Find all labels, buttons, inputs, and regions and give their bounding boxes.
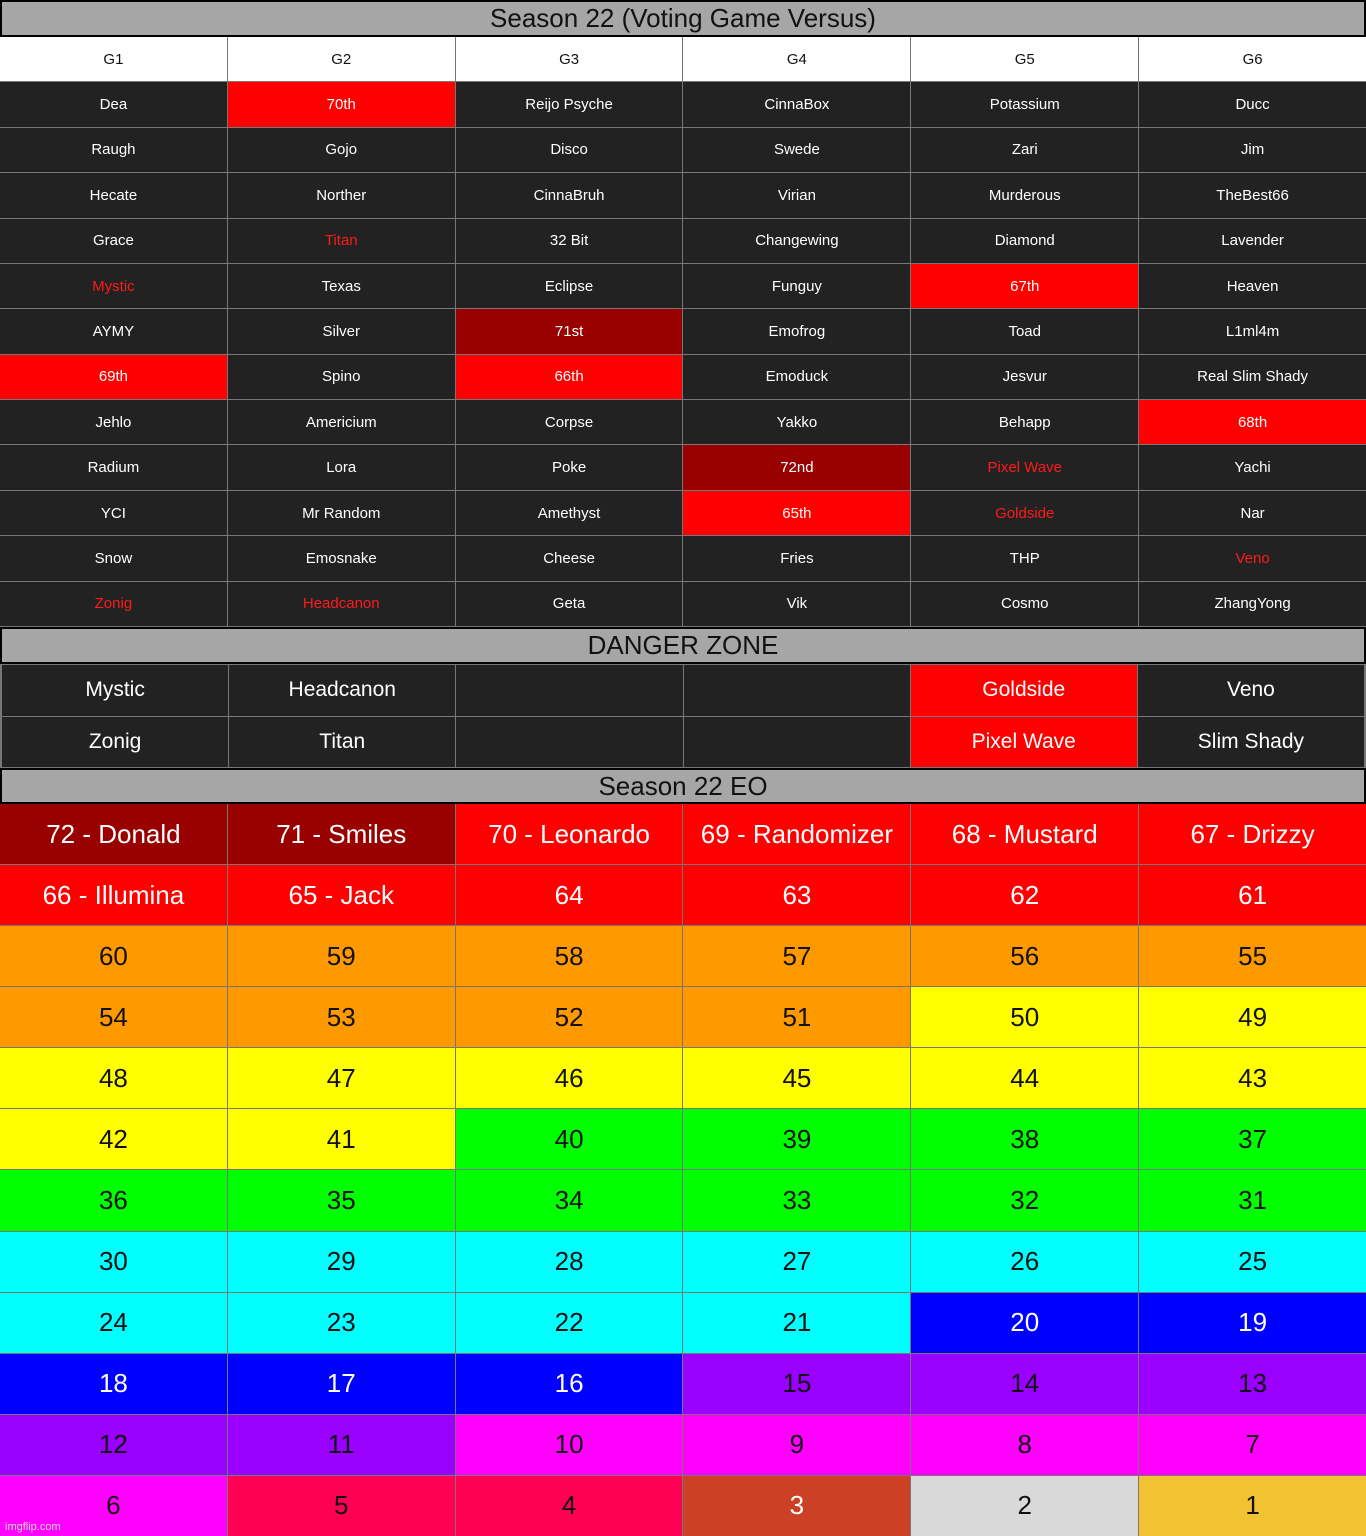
eo-cell: 36 bbox=[0, 1170, 227, 1230]
contestant-cell: 72nd bbox=[683, 445, 910, 489]
contestant-cell: Murderous bbox=[911, 173, 1138, 217]
contestant-cell: Reijo Psyche bbox=[456, 82, 683, 126]
eo-cell: 9 bbox=[683, 1415, 910, 1475]
contestant-cell: Heaven bbox=[1139, 264, 1366, 308]
eo-cell: 62 bbox=[911, 865, 1138, 925]
danger-cell: Pixel Wave bbox=[911, 717, 1137, 768]
contestant-cell: Snow bbox=[0, 536, 227, 580]
contestant-cell: Changewing bbox=[683, 219, 910, 263]
contestant-cell: 32 Bit bbox=[456, 219, 683, 263]
eo-cell: 69 - Randomizer bbox=[683, 804, 910, 864]
contestant-cell: Geta bbox=[456, 582, 683, 626]
eo-cell: 39 bbox=[683, 1109, 910, 1169]
eo-cell: 70 - Leonardo bbox=[456, 804, 683, 864]
eo-cell: 19 bbox=[1139, 1293, 1366, 1353]
contestant-cell: Goldside bbox=[911, 491, 1138, 535]
eo-cell: 18 bbox=[0, 1354, 227, 1414]
contestant-cell: Corpse bbox=[456, 400, 683, 444]
contestant-cell: 68th bbox=[1139, 400, 1366, 444]
danger-cell bbox=[456, 665, 682, 716]
eo-cell: 34 bbox=[456, 1170, 683, 1230]
contestant-cell: Swede bbox=[683, 128, 910, 172]
contestant-cell: 65th bbox=[683, 491, 910, 535]
contestant-cell: Disco bbox=[456, 128, 683, 172]
contestant-cell: Ducc bbox=[1139, 82, 1366, 126]
eo-cell: 72 - Donald bbox=[0, 804, 227, 864]
danger-cell bbox=[684, 665, 910, 716]
column-header: G6 bbox=[1139, 37, 1366, 81]
eo-cell: 26 bbox=[911, 1232, 1138, 1292]
contestant-cell: Grace bbox=[0, 219, 227, 263]
eo-cell: 51 bbox=[683, 987, 910, 1047]
contestant-cell: Potassium bbox=[911, 82, 1138, 126]
eo-cell: 53 bbox=[228, 987, 455, 1047]
eo-cell: 24 bbox=[0, 1293, 227, 1353]
eo-cell: 44 bbox=[911, 1048, 1138, 1108]
contestant-cell: THP bbox=[911, 536, 1138, 580]
contestant-cell: 71st bbox=[456, 309, 683, 353]
eo-cell: 56 bbox=[911, 926, 1138, 986]
contestant-cell: Jim bbox=[1139, 128, 1366, 172]
contestant-cell: Toad bbox=[911, 309, 1138, 353]
contestant-cell: Hecate bbox=[0, 173, 227, 217]
games-table bbox=[0, 37, 1366, 627]
contestant-cell: Real Slim Shady bbox=[1139, 355, 1366, 399]
eo-cell: 22 bbox=[456, 1293, 683, 1353]
contestant-cell: CinnaBox bbox=[683, 82, 910, 126]
contestant-cell: Radium bbox=[0, 445, 227, 489]
eo-cell: 66 - Illumina bbox=[0, 865, 227, 925]
eo-cell: 54 bbox=[0, 987, 227, 1047]
eo-cell: 65 - Jack bbox=[228, 865, 455, 925]
eo-cell: 59 bbox=[228, 926, 455, 986]
eo-cell: 16 bbox=[456, 1354, 683, 1414]
contestant-cell: Poke bbox=[456, 445, 683, 489]
contestant-cell: Gojo bbox=[228, 128, 455, 172]
eo-cell: 68 - Mustard bbox=[911, 804, 1138, 864]
eo-cell: 60 bbox=[0, 926, 227, 986]
contestant-cell: Jehlo bbox=[0, 400, 227, 444]
eo-cell: 61 bbox=[1139, 865, 1366, 925]
contestant-cell: Yakko bbox=[683, 400, 910, 444]
eo-cell: 3 bbox=[683, 1476, 910, 1536]
eo-cell: 35 bbox=[228, 1170, 455, 1230]
eo-cell: 48 bbox=[0, 1048, 227, 1108]
eo-cell: 37 bbox=[1139, 1109, 1366, 1169]
eo-cell: 52 bbox=[456, 987, 683, 1047]
contestant-cell: Titan bbox=[228, 219, 455, 263]
eo-cell: 33 bbox=[683, 1170, 910, 1230]
eo-cell: 23 bbox=[228, 1293, 455, 1353]
danger-zone-table bbox=[0, 664, 1366, 768]
contestant-cell: Eclipse bbox=[456, 264, 683, 308]
contestant-cell: Cheese bbox=[456, 536, 683, 580]
contestant-cell: Vik bbox=[683, 582, 910, 626]
column-header: G3 bbox=[456, 37, 683, 81]
column-header: G1 bbox=[0, 37, 227, 81]
eo-cell: 42 bbox=[0, 1109, 227, 1169]
eo-cell: 58 bbox=[456, 926, 683, 986]
contestant-cell: Lavender bbox=[1139, 219, 1366, 263]
danger-cell: Slim Shady bbox=[1138, 717, 1364, 768]
column-header: G2 bbox=[228, 37, 455, 81]
eo-cell: 25 bbox=[1139, 1232, 1366, 1292]
contestant-cell: Emoduck bbox=[683, 355, 910, 399]
contestant-cell: Spino bbox=[228, 355, 455, 399]
contestant-cell: CinnaBruh bbox=[456, 173, 683, 217]
contestant-cell: 70th bbox=[228, 82, 455, 126]
eo-cell: 49 bbox=[1139, 987, 1366, 1047]
eo-cell: 47 bbox=[228, 1048, 455, 1108]
eo-title-bar bbox=[0, 768, 1366, 804]
eo-cell: 11 bbox=[228, 1415, 455, 1475]
eo-cell: 10 bbox=[456, 1415, 683, 1475]
eo-cell: 13 bbox=[1139, 1354, 1366, 1414]
contestant-cell: L1ml4m bbox=[1139, 309, 1366, 353]
contestant-cell: 66th bbox=[456, 355, 683, 399]
contestant-cell: Cosmo bbox=[911, 582, 1138, 626]
eo-table bbox=[0, 804, 1366, 1536]
eo-cell: 14 bbox=[911, 1354, 1138, 1414]
eo-cell: 55 bbox=[1139, 926, 1366, 986]
contestant-cell: Nar bbox=[1139, 491, 1366, 535]
contestant-cell: Behapp bbox=[911, 400, 1138, 444]
contestant-cell: Amethyst bbox=[456, 491, 683, 535]
eo-cell: 31 bbox=[1139, 1170, 1366, 1230]
contestant-cell: Texas bbox=[228, 264, 455, 308]
eo-cell: 15 bbox=[683, 1354, 910, 1414]
eo-cell: 38 bbox=[911, 1109, 1138, 1169]
contestant-cell: Veno bbox=[1139, 536, 1366, 580]
danger-cell: Headcanon bbox=[229, 665, 455, 716]
contestant-cell: Mystic bbox=[0, 264, 227, 308]
danger-zone-title: DANGER ZONE bbox=[2, 629, 1364, 662]
eo-cell: 46 bbox=[456, 1048, 683, 1108]
eo-cell: 29 bbox=[228, 1232, 455, 1292]
contestant-cell: Pixel Wave bbox=[911, 445, 1138, 489]
eo-cell: 43 bbox=[1139, 1048, 1366, 1108]
contestant-cell: Silver bbox=[228, 309, 455, 353]
contestant-cell: TheBest66 bbox=[1139, 173, 1366, 217]
danger-cell bbox=[456, 717, 682, 768]
danger-cell: Mystic bbox=[2, 665, 228, 716]
contestant-cell: Mr Random bbox=[228, 491, 455, 535]
eo-cell: 4 bbox=[456, 1476, 683, 1536]
contestant-cell: 67th bbox=[911, 264, 1138, 308]
contestant-cell: Fries bbox=[683, 536, 910, 580]
eo-cell: 50 bbox=[911, 987, 1138, 1047]
contestant-cell: Americium bbox=[228, 400, 455, 444]
eo-cell: 1 bbox=[1139, 1476, 1366, 1536]
contestant-cell: Norther bbox=[228, 173, 455, 217]
eo-cell: 17 bbox=[228, 1354, 455, 1414]
contestant-cell: Emofrog bbox=[683, 309, 910, 353]
contestant-cell: AYMY bbox=[0, 309, 227, 353]
eo-cell: 21 bbox=[683, 1293, 910, 1353]
eo-cell: 28 bbox=[456, 1232, 683, 1292]
eo-cell: 45 bbox=[683, 1048, 910, 1108]
contestant-cell: Yachi bbox=[1139, 445, 1366, 489]
watermark: imgflip.com bbox=[5, 1521, 61, 1533]
contestant-cell: Emosnake bbox=[228, 536, 455, 580]
eo-cell: 5 bbox=[228, 1476, 455, 1536]
contestant-cell: Headcanon bbox=[228, 582, 455, 626]
eo-cell: 6 bbox=[0, 1476, 227, 1536]
contestant-cell: Dea bbox=[0, 82, 227, 126]
eo-cell: 7 bbox=[1139, 1415, 1366, 1475]
contestant-cell: Zonig bbox=[0, 582, 227, 626]
column-header: G4 bbox=[683, 37, 910, 81]
season-title: Season 22 (Voting Game Versus) bbox=[2, 2, 1364, 35]
season-title-bar bbox=[0, 0, 1366, 37]
danger-cell bbox=[684, 717, 910, 768]
eo-cell: 20 bbox=[911, 1293, 1138, 1353]
eo-cell: 64 bbox=[456, 865, 683, 925]
eo-cell: 32 bbox=[911, 1170, 1138, 1230]
eo-cell: 2 bbox=[911, 1476, 1138, 1536]
danger-cell: Titan bbox=[229, 717, 455, 768]
contestant-cell: Jesvur bbox=[911, 355, 1138, 399]
danger-zone-bar bbox=[0, 627, 1366, 664]
eo-cell: 40 bbox=[456, 1109, 683, 1169]
eo-cell: 57 bbox=[683, 926, 910, 986]
eo-cell: 71 - Smiles bbox=[228, 804, 455, 864]
danger-cell: Goldside bbox=[911, 665, 1137, 716]
eo-title: Season 22 EO bbox=[2, 770, 1364, 802]
contestant-cell: Raugh bbox=[0, 128, 227, 172]
eo-cell: 63 bbox=[683, 865, 910, 925]
contestant-cell: Funguy bbox=[683, 264, 910, 308]
eo-cell: 8 bbox=[911, 1415, 1138, 1475]
contestant-cell: Virian bbox=[683, 173, 910, 217]
contestant-cell: ZhangYong bbox=[1139, 582, 1366, 626]
contestant-cell: Zari bbox=[911, 128, 1138, 172]
contestant-cell: YCI bbox=[0, 491, 227, 535]
danger-cell: Veno bbox=[1138, 665, 1364, 716]
eo-cell: 12 bbox=[0, 1415, 227, 1475]
contestant-cell: Lora bbox=[228, 445, 455, 489]
contestant-cell: 69th bbox=[0, 355, 227, 399]
eo-cell: 67 - Drizzy bbox=[1139, 804, 1366, 864]
column-header: G5 bbox=[911, 37, 1138, 81]
contestant-cell: Diamond bbox=[911, 219, 1138, 263]
eo-cell: 27 bbox=[683, 1232, 910, 1292]
eo-cell: 30 bbox=[0, 1232, 227, 1292]
danger-cell: Zonig bbox=[2, 717, 228, 768]
eo-cell: 41 bbox=[228, 1109, 455, 1169]
